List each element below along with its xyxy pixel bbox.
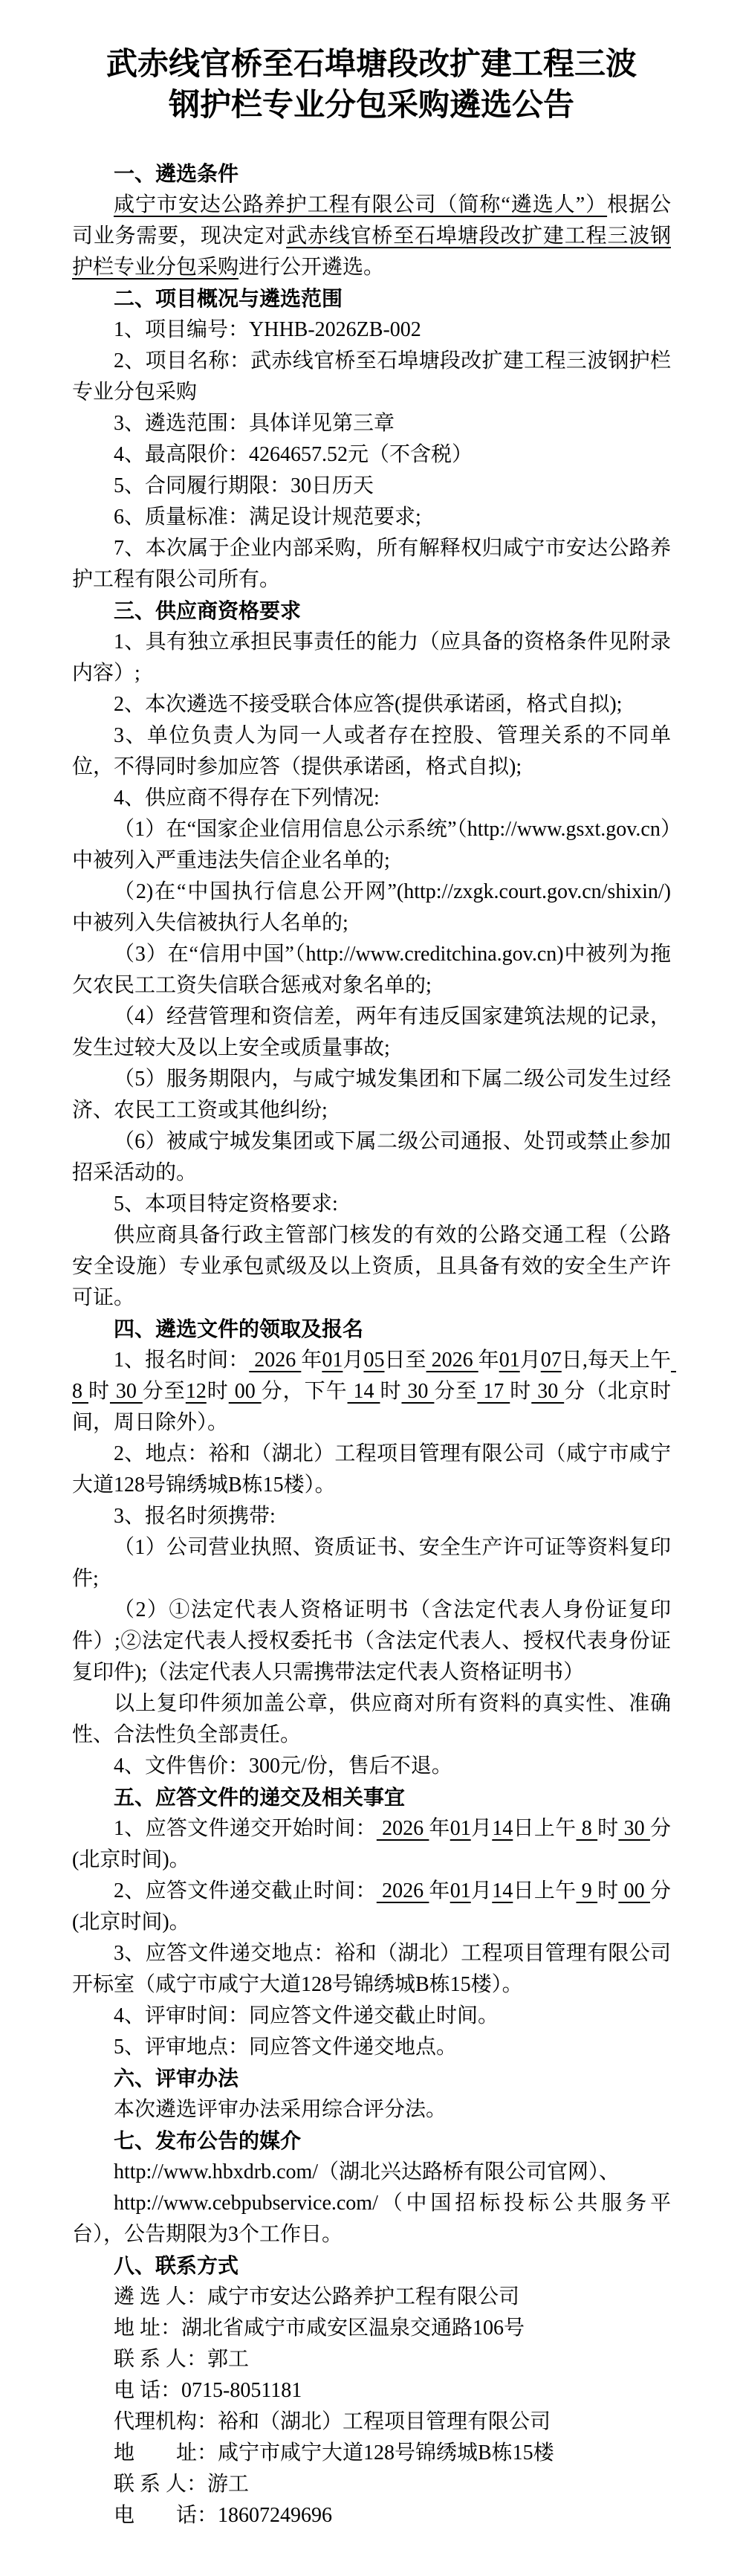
underlined-text: 30	[109, 1379, 143, 1403]
text-run: （6）被咸宁城发集团或下属二级公司通报、处罚或禁止参加招采活动的。	[72, 1129, 671, 1184]
text-run: 根据公司业务需要，现决定对	[72, 193, 671, 248]
text-run: 进行公开遴选。	[239, 255, 385, 279]
page-title: 武赤线官桥至石埠塘段改扩建工程三波钢护栏专业分包采购遴选公告	[106, 46, 637, 123]
underlined-text: 2026	[376, 1816, 429, 1840]
text-run: 遴 选 人：咸宁市安达公路养护工程有限公司	[114, 2285, 520, 2308]
text-run: 月	[519, 1348, 541, 1372]
text-run: 电 话：18607249696	[114, 2503, 333, 2527]
text-run: 年	[429, 1816, 450, 1840]
text-run: 联 系 人：游工	[114, 2472, 250, 2496]
paragraph	[72, 1220, 671, 1314]
underlined-text: 01	[450, 1816, 471, 1840]
underlined-text: 12	[185, 1379, 207, 1403]
paragraph	[72, 2157, 671, 2188]
text-run: 5、本项目特定资格要求:	[114, 1192, 338, 1216]
text-run: 2、地点：裕和（湖北）工程项目管理有限公司（咸宁市咸宁大道128号锦绣城B栋15楼）。	[72, 1442, 671, 1497]
text-run: 年	[429, 1879, 450, 1902]
section-heading	[72, 1314, 671, 1345]
text-run: 日上午	[513, 1816, 577, 1840]
underlined-text: 30	[618, 1816, 650, 1840]
paragraph	[72, 783, 671, 814]
text-run: 分，下午	[261, 1379, 348, 1403]
text-run: http://www.cebpubservice.com/（中国招标投标公共服务平台），公告期限为3个工作日。	[72, 2191, 671, 2246]
paragraph	[72, 1938, 671, 2001]
paragraph	[72, 1751, 671, 1782]
text-run: 分(北京时间)。	[72, 1816, 671, 1871]
text-run: 代理机构：裕和（湖北）工程项目管理有限公司	[114, 2409, 551, 2433]
paragraph	[72, 2406, 671, 2438]
paragraph	[72, 502, 671, 533]
text-run: 以上复印件须加盖公章，供应商对所有资料的真实性、准确性、合法性负全部责任。	[72, 1691, 671, 1746]
underlined-text: 14	[347, 1379, 380, 1403]
underlined-text: 2026	[249, 1348, 302, 1372]
text-run: 月	[343, 1348, 364, 1372]
text-run: 4、文件售价：300元/份，售后不退。	[114, 1754, 452, 1778]
text-run: 二、项目概况与遴选范围	[114, 286, 343, 310]
text-run: 1、具有独立承担民事责任的能力（应具备的资格条件见附录内容）;	[72, 630, 671, 685]
paragraph	[72, 720, 671, 783]
underlined-text: 05	[363, 1348, 385, 1372]
underlined-text: 9	[576, 1879, 598, 1902]
text-run: 七、发布公告的媒介	[114, 2128, 302, 2152]
paragraph	[72, 1126, 671, 1189]
paragraph	[72, 2001, 671, 2032]
text-run: 分至	[434, 1379, 478, 1403]
text-run: 八、联系方式	[114, 2253, 239, 2277]
text-run: 年	[478, 1348, 499, 1372]
text-run: 供应商具备行政主管部门核发的有效的公路交通工程（公路安全设施）专业承包贰级及以上资质，且具备有效的安全生产许可证。	[72, 1223, 671, 1309]
text-run: （2)在“中国执行信息公开网”(http://zxgk.court.gov.cn/shixin/)中被列入失信被执行人名单的;	[72, 879, 671, 934]
text-run: （1）公司营业执照、资质证书、安全生产许可证等资料复印件;	[72, 1535, 671, 1590]
paragraph	[72, 2500, 671, 2531]
text-run: 日至	[384, 1348, 426, 1372]
text-run: 本次遴选评审办法采用综合评分法。	[114, 2097, 447, 2121]
text-run: 7、本次属于企业内部采购，所有解释权归咸宁市安达公路养护工程有限公司所有。	[72, 536, 671, 591]
text-run: 联 系 人：郭工	[114, 2347, 250, 2371]
paragraph	[72, 2094, 671, 2125]
underlined-text: 01	[450, 1879, 471, 1902]
paragraph	[72, 1532, 671, 1595]
text-run: 六、评审办法	[114, 2066, 239, 2090]
underlined-text: 07	[540, 1348, 562, 1372]
section-heading	[72, 1782, 671, 1813]
text-run: http://www.hbxdrb.com/（湖北兴达路桥有限公司官网）、	[114, 2160, 620, 2183]
paragraph	[72, 471, 671, 502]
text-run: 3、遴选范围：具体详见第三章	[114, 411, 395, 435]
text-run: （1）在“国家企业信用信息公示系统”（http://www.gsxt.gov.cn）中被列入严重违法失信企业名单的;	[72, 817, 671, 872]
underlined-text: 武赤线官桥至石埠塘段改扩建工程三波钢护栏专业分包采购	[72, 224, 671, 279]
section-heading	[72, 158, 671, 190]
underlined-text: 咸宁市安达公路养护工程有限公司（简称“遴选人”）	[114, 193, 608, 216]
paragraph	[72, 1813, 671, 1876]
text-run: 6、质量标准：满足设计规范要求;	[114, 505, 421, 529]
underlined-text: 2026	[426, 1348, 478, 1372]
paragraph	[72, 627, 671, 689]
text-run: 四、遴选文件的领取及报名	[114, 1317, 364, 1340]
text-run: 1、报名时间：	[114, 1348, 250, 1372]
underlined-text: 00	[228, 1379, 262, 1403]
paragraph	[72, 1345, 676, 1439]
text-run: （5）服务期限内，与咸宁城发集团和下属二级公司发生过经济、农民工工资或其他纠纷;	[72, 1067, 671, 1122]
text-run: （3）在“信用中国”（http://www.creditchina.gov.cn)中被列为拖欠农民工工资失信联合惩戒对象名单的;	[72, 942, 671, 997]
paragraph	[72, 408, 671, 439]
paragraph	[72, 1064, 671, 1126]
document-body	[72, 158, 676, 2531]
paragraph	[72, 346, 671, 408]
text-run: 时	[597, 1816, 619, 1840]
text-run: 2、应答文件递交截止时间：	[114, 1879, 377, 1902]
text-run: 时	[206, 1379, 229, 1403]
text-run: 日,每天上午	[561, 1348, 671, 1372]
paragraph	[72, 2344, 671, 2375]
paragraph	[72, 2375, 671, 2406]
underlined-text: 8	[576, 1816, 598, 1840]
underlined-text: 17	[477, 1379, 510, 1403]
section-heading	[72, 595, 671, 627]
paragraph	[72, 877, 671, 939]
paragraph	[72, 1189, 671, 1220]
text-run: 1、项目编号：YHHB-2026ZB-002	[114, 317, 421, 341]
paragraph	[72, 1439, 671, 1501]
underlined-text: 00	[618, 1879, 650, 1902]
paragraph	[72, 939, 671, 1001]
text-run: 年	[301, 1348, 322, 1372]
paragraph	[72, 814, 671, 877]
paragraph	[72, 2188, 671, 2250]
text-run: 月	[470, 1879, 493, 1902]
text-run: 三、供应商资格要求	[114, 598, 302, 622]
text-run: 月	[470, 1816, 493, 1840]
text-run: 2、本次遴选不接受联合体应答(提供承诺函，格式自拟);	[114, 692, 623, 716]
text-run: （2）①法定代表人资格证明书（含法定代表人身份证复印件）;②法定代表人授权委托书（含法定代表人、授权代表身份证复印件);（法定代表人只需携带法定代表人资格证明书）	[72, 1598, 671, 1684]
paragraph	[72, 1688, 671, 1751]
paragraph	[72, 314, 671, 346]
text-run: 1、应答文件递交开始时间：	[114, 1816, 377, 1840]
underlined-text: 8	[72, 1348, 676, 1403]
text-run: 地 址：咸宁市咸宁大道128号锦绣城B栋15楼	[114, 2441, 554, 2464]
text-run: 五、应答文件的递交及相关事宜	[114, 1785, 406, 1809]
section-heading	[72, 283, 671, 314]
paragraph	[72, 1501, 671, 1532]
underlined-text: 2026	[376, 1879, 429, 1902]
paragraph	[72, 689, 671, 720]
text-run: 分（北京时间，周日除外）。	[72, 1379, 672, 1434]
underlined-text: 30	[531, 1379, 565, 1403]
text-run: 时	[597, 1879, 619, 1902]
underlined-text: 14	[492, 1879, 513, 1902]
underlined-text: 01	[499, 1348, 520, 1372]
text-run: 3、单位负责人为同一人或者存在控股、管理关系的不同单位，不得同时参加应答（提供承诺函，格式自拟);	[72, 723, 671, 778]
section-heading	[72, 2063, 671, 2094]
text-run: 分(北京时间)。	[72, 1879, 671, 1934]
text-run: （4）经营管理和资信差，两年有违反国家建筑法规的记录，发生过较大及以上安全或质量事故;	[72, 1004, 671, 1059]
text-run: 日上午	[513, 1879, 577, 1902]
text-run: 分至	[142, 1379, 186, 1403]
text-run: 4、评审时间：同应答文件递交截止时间。	[114, 2004, 499, 2027]
paragraph	[72, 1595, 671, 1688]
text-run: 3、应答文件递交地点：裕和（湖北）工程项目管理有限公司开标室（咸宁市咸宁大道128号锦绣城B栋15楼）。	[72, 1941, 671, 1996]
text-run: 2、项目名称：武赤线官桥至石埠塘段改扩建工程三波钢护栏专业分包采购	[72, 349, 671, 404]
section-heading	[72, 2125, 671, 2157]
text-run: 时	[510, 1379, 532, 1403]
underlined-text: 30	[401, 1379, 435, 1403]
paragraph	[72, 1876, 671, 1938]
paragraph	[72, 2282, 671, 2313]
underlined-text: 14	[492, 1816, 513, 1840]
section-heading	[72, 2250, 671, 2282]
text-run: 3、报名时须携带:	[114, 1504, 276, 1528]
paragraph	[72, 190, 671, 283]
paragraph	[72, 2313, 671, 2344]
paragraph	[72, 533, 671, 595]
text-run: 4、最高限价：4264657.52元（不含税）	[114, 442, 473, 466]
paragraph	[72, 2469, 671, 2500]
text-run: 一、遴选条件	[114, 161, 239, 185]
text-run: 5、合同履行期限：30日历天	[114, 474, 374, 497]
text-run: 地 址：湖北省咸宁市咸安区温泉交通路106号	[114, 2316, 525, 2340]
text-run: 时	[380, 1379, 402, 1403]
text-run: 电 话：0715-8051181	[114, 2378, 302, 2402]
paragraph	[72, 2438, 671, 2469]
text-run: 时	[88, 1379, 110, 1403]
paragraph	[72, 1001, 671, 1064]
paragraph	[72, 439, 671, 471]
underlined-text: 01	[322, 1348, 343, 1372]
paragraph	[72, 2032, 671, 2063]
text-run: 4、供应商不得存在下列情况:	[114, 786, 380, 810]
text-run: 5、评审地点：同应答文件递交地点。	[114, 2035, 458, 2059]
